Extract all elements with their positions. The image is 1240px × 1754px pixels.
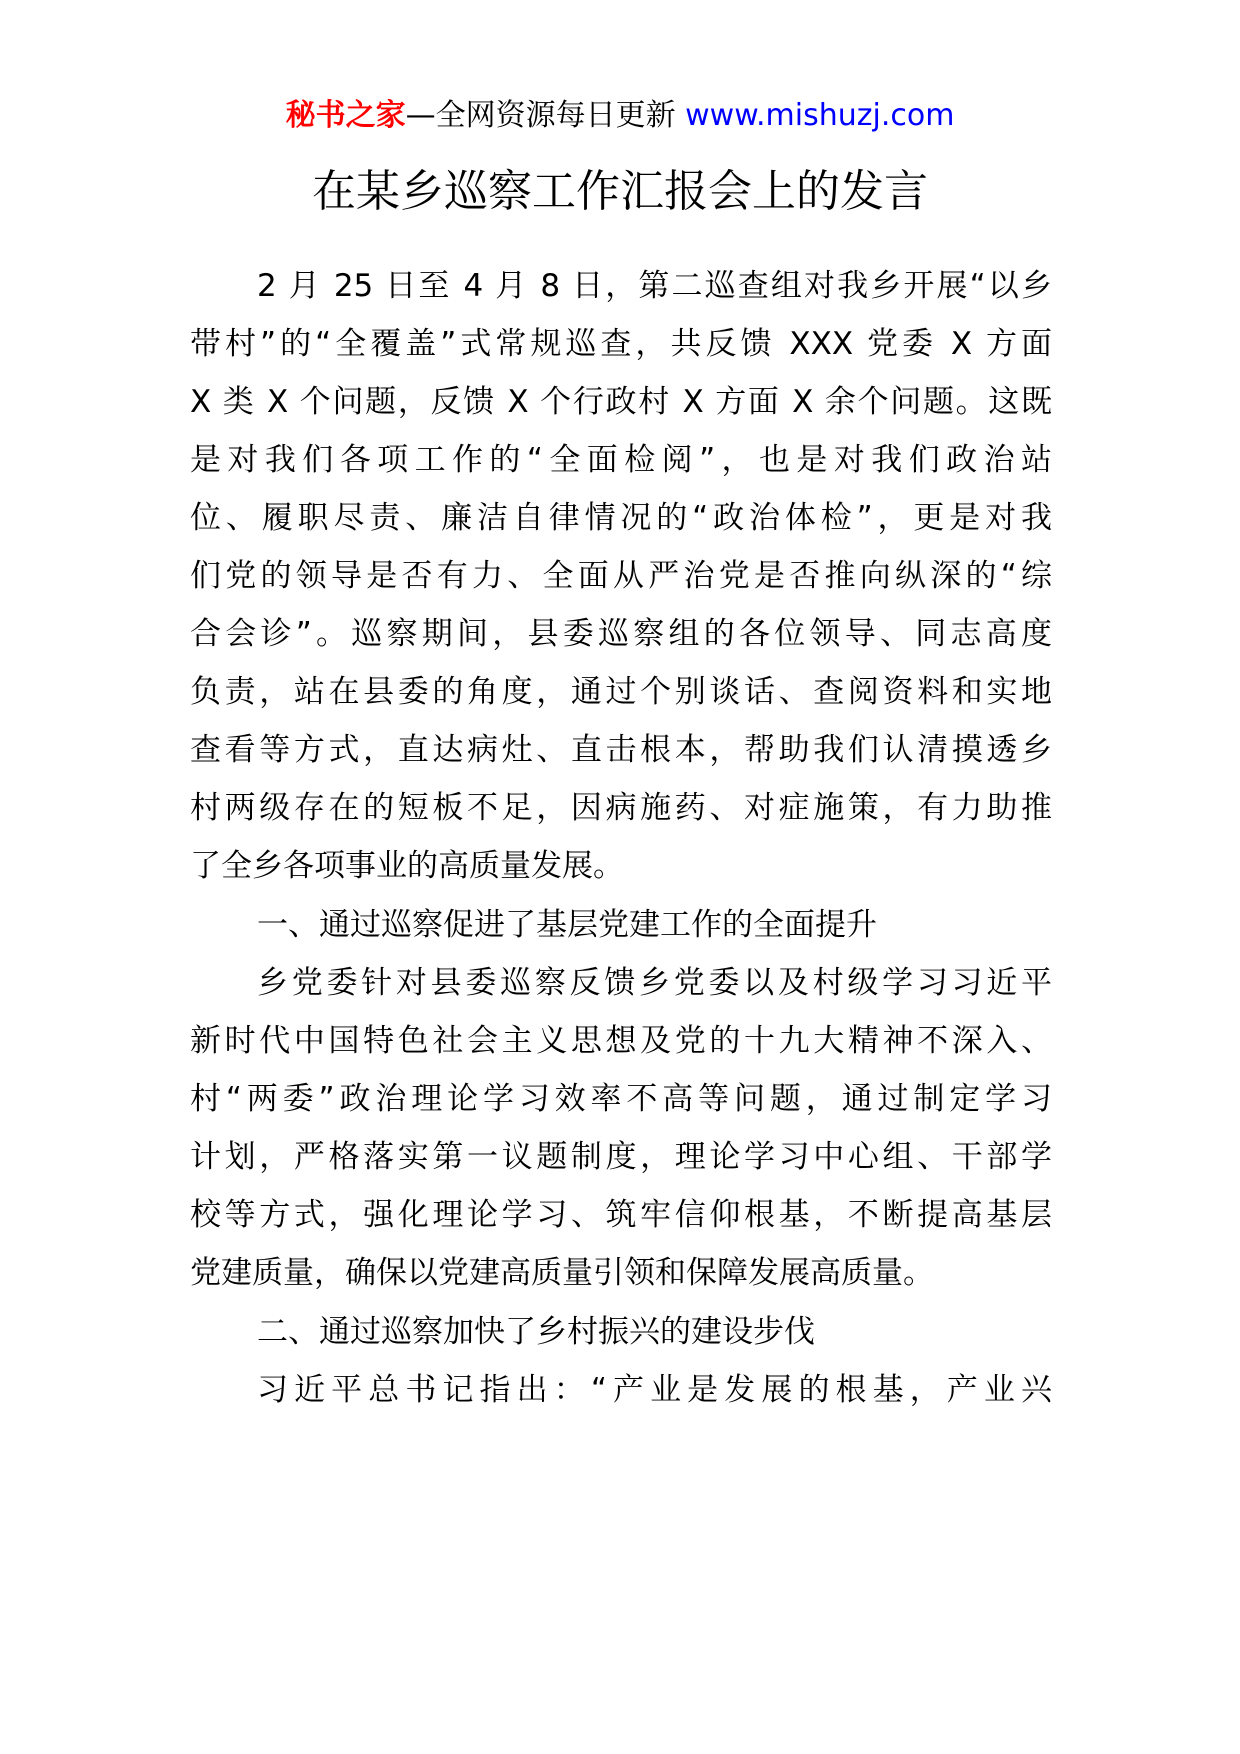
paragraph-line: 村两级存在的短板不足，因病施药、对症施策，有力助推 [190, 790, 1052, 826]
paragraph-line: 是对我们各项工作的“全面检阅”，也是对我们政治站 [190, 442, 1052, 478]
header-tagline: —全网资源每日更新 [405, 98, 686, 133]
paragraph-line: 了全乡各项事业的高质量发展。 [190, 848, 624, 884]
paragraph-line: 查看等方式，直达病灶、直击根本，帮助我们认清摸透乡 [190, 732, 1052, 768]
paragraph-line: 村“两委”政治理论学习效率不高等问题，通过制定学习 [190, 1081, 1052, 1117]
paragraph-line: 2 月 25 日至 4 月 8 日，第二巡查组对我乡开展“以乡 [257, 268, 1052, 304]
paragraph-line: 习近平总书记指出：“产业是发展的根基，产业兴 [257, 1372, 1052, 1408]
section-heading: 一、通过巡察促进了基层党建工作的全面提升 [257, 907, 877, 943]
paragraph-line: 校等方式，强化理论学习、筑牢信仰根基，不断提高基层 [190, 1197, 1052, 1233]
paragraph-line: 负责，站在县委的角度，通过个别谈话、查阅资料和实地 [190, 674, 1052, 710]
document-title: 在某乡巡察工作汇报会上的发言 [312, 166, 928, 217]
brand-name: 秘书之家 [285, 98, 406, 133]
paragraph-line: 位、履职尽责、廉洁自律情况的“政治体检”，更是对我 [190, 500, 1052, 536]
paragraph-line: 新时代中国特色社会主义思想及党的十九大精神不深入、 [190, 1023, 1052, 1059]
paragraph-line: 们党的领导是否有力、全面从严治党是否推向纵深的“综 [190, 558, 1052, 594]
paragraph-line: 党建质量，确保以党建高质量引领和保障发展高质量。 [190, 1255, 934, 1291]
paragraph-line: 带村”的“全覆盖”式常规巡查，共反馈 XXX 党委 X 方面 [190, 326, 1052, 362]
paragraph-line: 合会诊”。巡察期间，县委巡察组的各位领导、同志高度 [190, 616, 1052, 652]
section-heading: 二、通过巡察加快了乡村振兴的建设步伐 [257, 1314, 815, 1350]
paragraph-line: 乡党委针对县委巡察反馈乡党委以及村级学习习近平 [257, 965, 1052, 1001]
watermark-header [0, 96, 1240, 136]
paragraph-line: 计划，严格落实第一议题制度，理论学习中心组、干部学 [190, 1139, 1052, 1175]
site-url[interactable]: www.mishuzj.com [685, 98, 955, 133]
paragraph-line: X 类 X 个问题，反馈 X 个行政村 X 方面 X 余个问题。这既 [190, 384, 1052, 420]
